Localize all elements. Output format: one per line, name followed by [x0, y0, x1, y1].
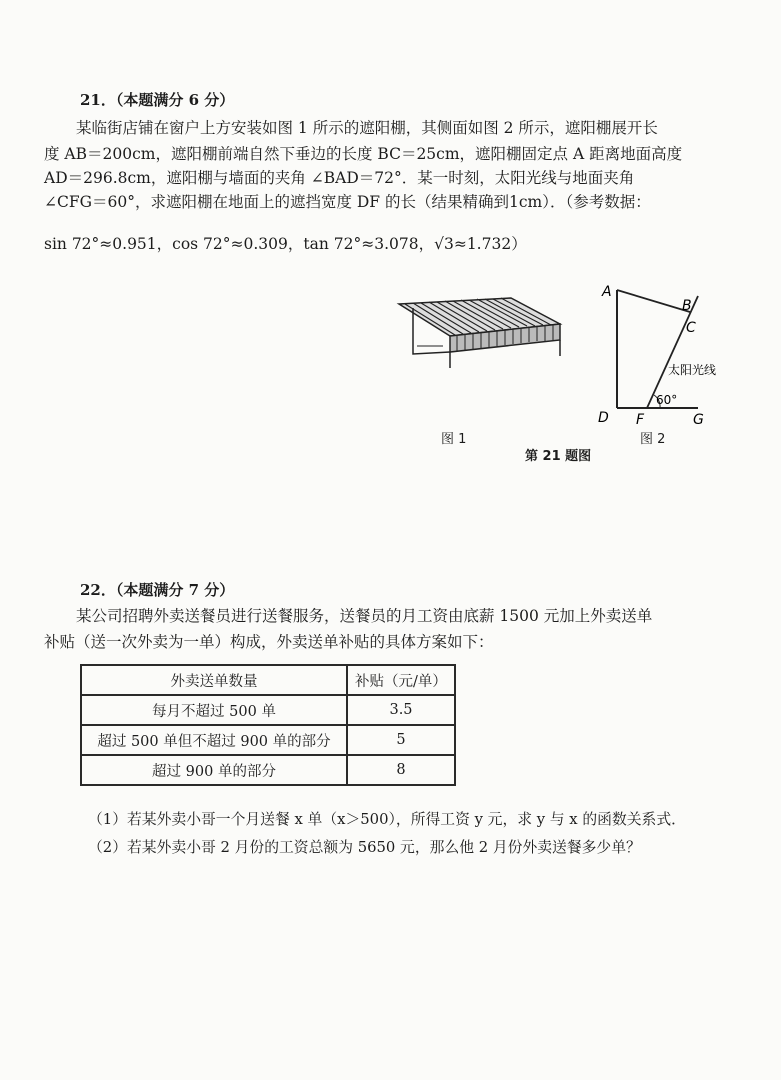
table-header-cell: 补贴（元/单） [347, 665, 455, 695]
table-cell: 超过 500 单但不超过 900 单的部分 [81, 725, 347, 755]
table-cell: 3.5 [347, 695, 455, 725]
point-f-label: F [636, 412, 645, 428]
table-header-row [81, 665, 455, 695]
q21-header: 21．（本题满分 6 分） [80, 91, 235, 109]
figure-1-caption: 图 1 [441, 432, 467, 447]
point-g-label: G [693, 412, 704, 428]
table-row [81, 695, 455, 725]
q21-line-2: 度 AB＝200cm，遮阳棚前端自然下垂边的长度 BC＝25cm，遮阳棚固定点 A 距离地面高度 [44, 145, 683, 163]
figure-1-awning [395, 296, 580, 376]
table-header-cell: 外卖送单数量 [81, 665, 347, 695]
q22-part-1: （1）若某外卖小哥一个月送餐 x 单（x＞500），所得工资 y 元，求 y 与 x 的函数关系式． [88, 811, 686, 828]
table-row [81, 725, 455, 755]
point-a-label: A [602, 284, 612, 300]
q22-part-2: （2）若某外卖小哥 2 月份的工资总额为 5650 元，那么他 2 月份外卖送餐多少单？ [88, 839, 641, 856]
figure-2-caption: 图 2 [640, 432, 666, 447]
q21-reference-data: sin 72°≈0.951，cos 72°≈0.309，tan 72°≈3.078，√3≈1.732） [44, 235, 527, 253]
q21-line-4: ∠CFG＝60°，求遮阳棚在地面上的遮挡宽度 DF 的长（结果精确到1cm）．（参考数据： [44, 193, 651, 211]
angle-60-label: 60° [656, 393, 678, 407]
point-b-label: B [682, 298, 692, 314]
table-cell: 8 [347, 755, 455, 785]
q22-line-2: 补贴（送一次外卖为一单）构成，外卖送单补贴的具体方案如下： [44, 633, 494, 651]
point-c-label: C [686, 320, 696, 336]
figure-caption: 第 21 题图 [525, 449, 592, 464]
sunlight-label: 太阳光线 [668, 363, 717, 377]
q21-line-3: AD＝296.8cm，遮阳棚与墙面的夹角 ∠BAD＝72°．某一时刻，太阳光线与地面夹角 [44, 169, 635, 187]
q21-line-1: 某临街店铺在窗户上方安装如图 1 所示的遮阳棚，其侧面如图 2 所示，遮阳棚展开长 [76, 119, 658, 137]
table-cell: 每月不超过 500 单 [81, 695, 347, 725]
table-cell: 5 [347, 725, 455, 755]
table-cell: 超过 900 单的部分 [81, 755, 347, 785]
subsidy-table [80, 664, 456, 786]
q22-line-1: 某公司招聘外卖送餐员进行送餐服务，送餐员的月工资由底薪 1500 元加上外卖送单 [76, 607, 653, 625]
figure-2-side-view [590, 278, 730, 428]
q22-header: 22．（本题满分 7 分） [80, 581, 235, 599]
point-d-label: D [598, 410, 609, 426]
table-row [81, 755, 455, 785]
